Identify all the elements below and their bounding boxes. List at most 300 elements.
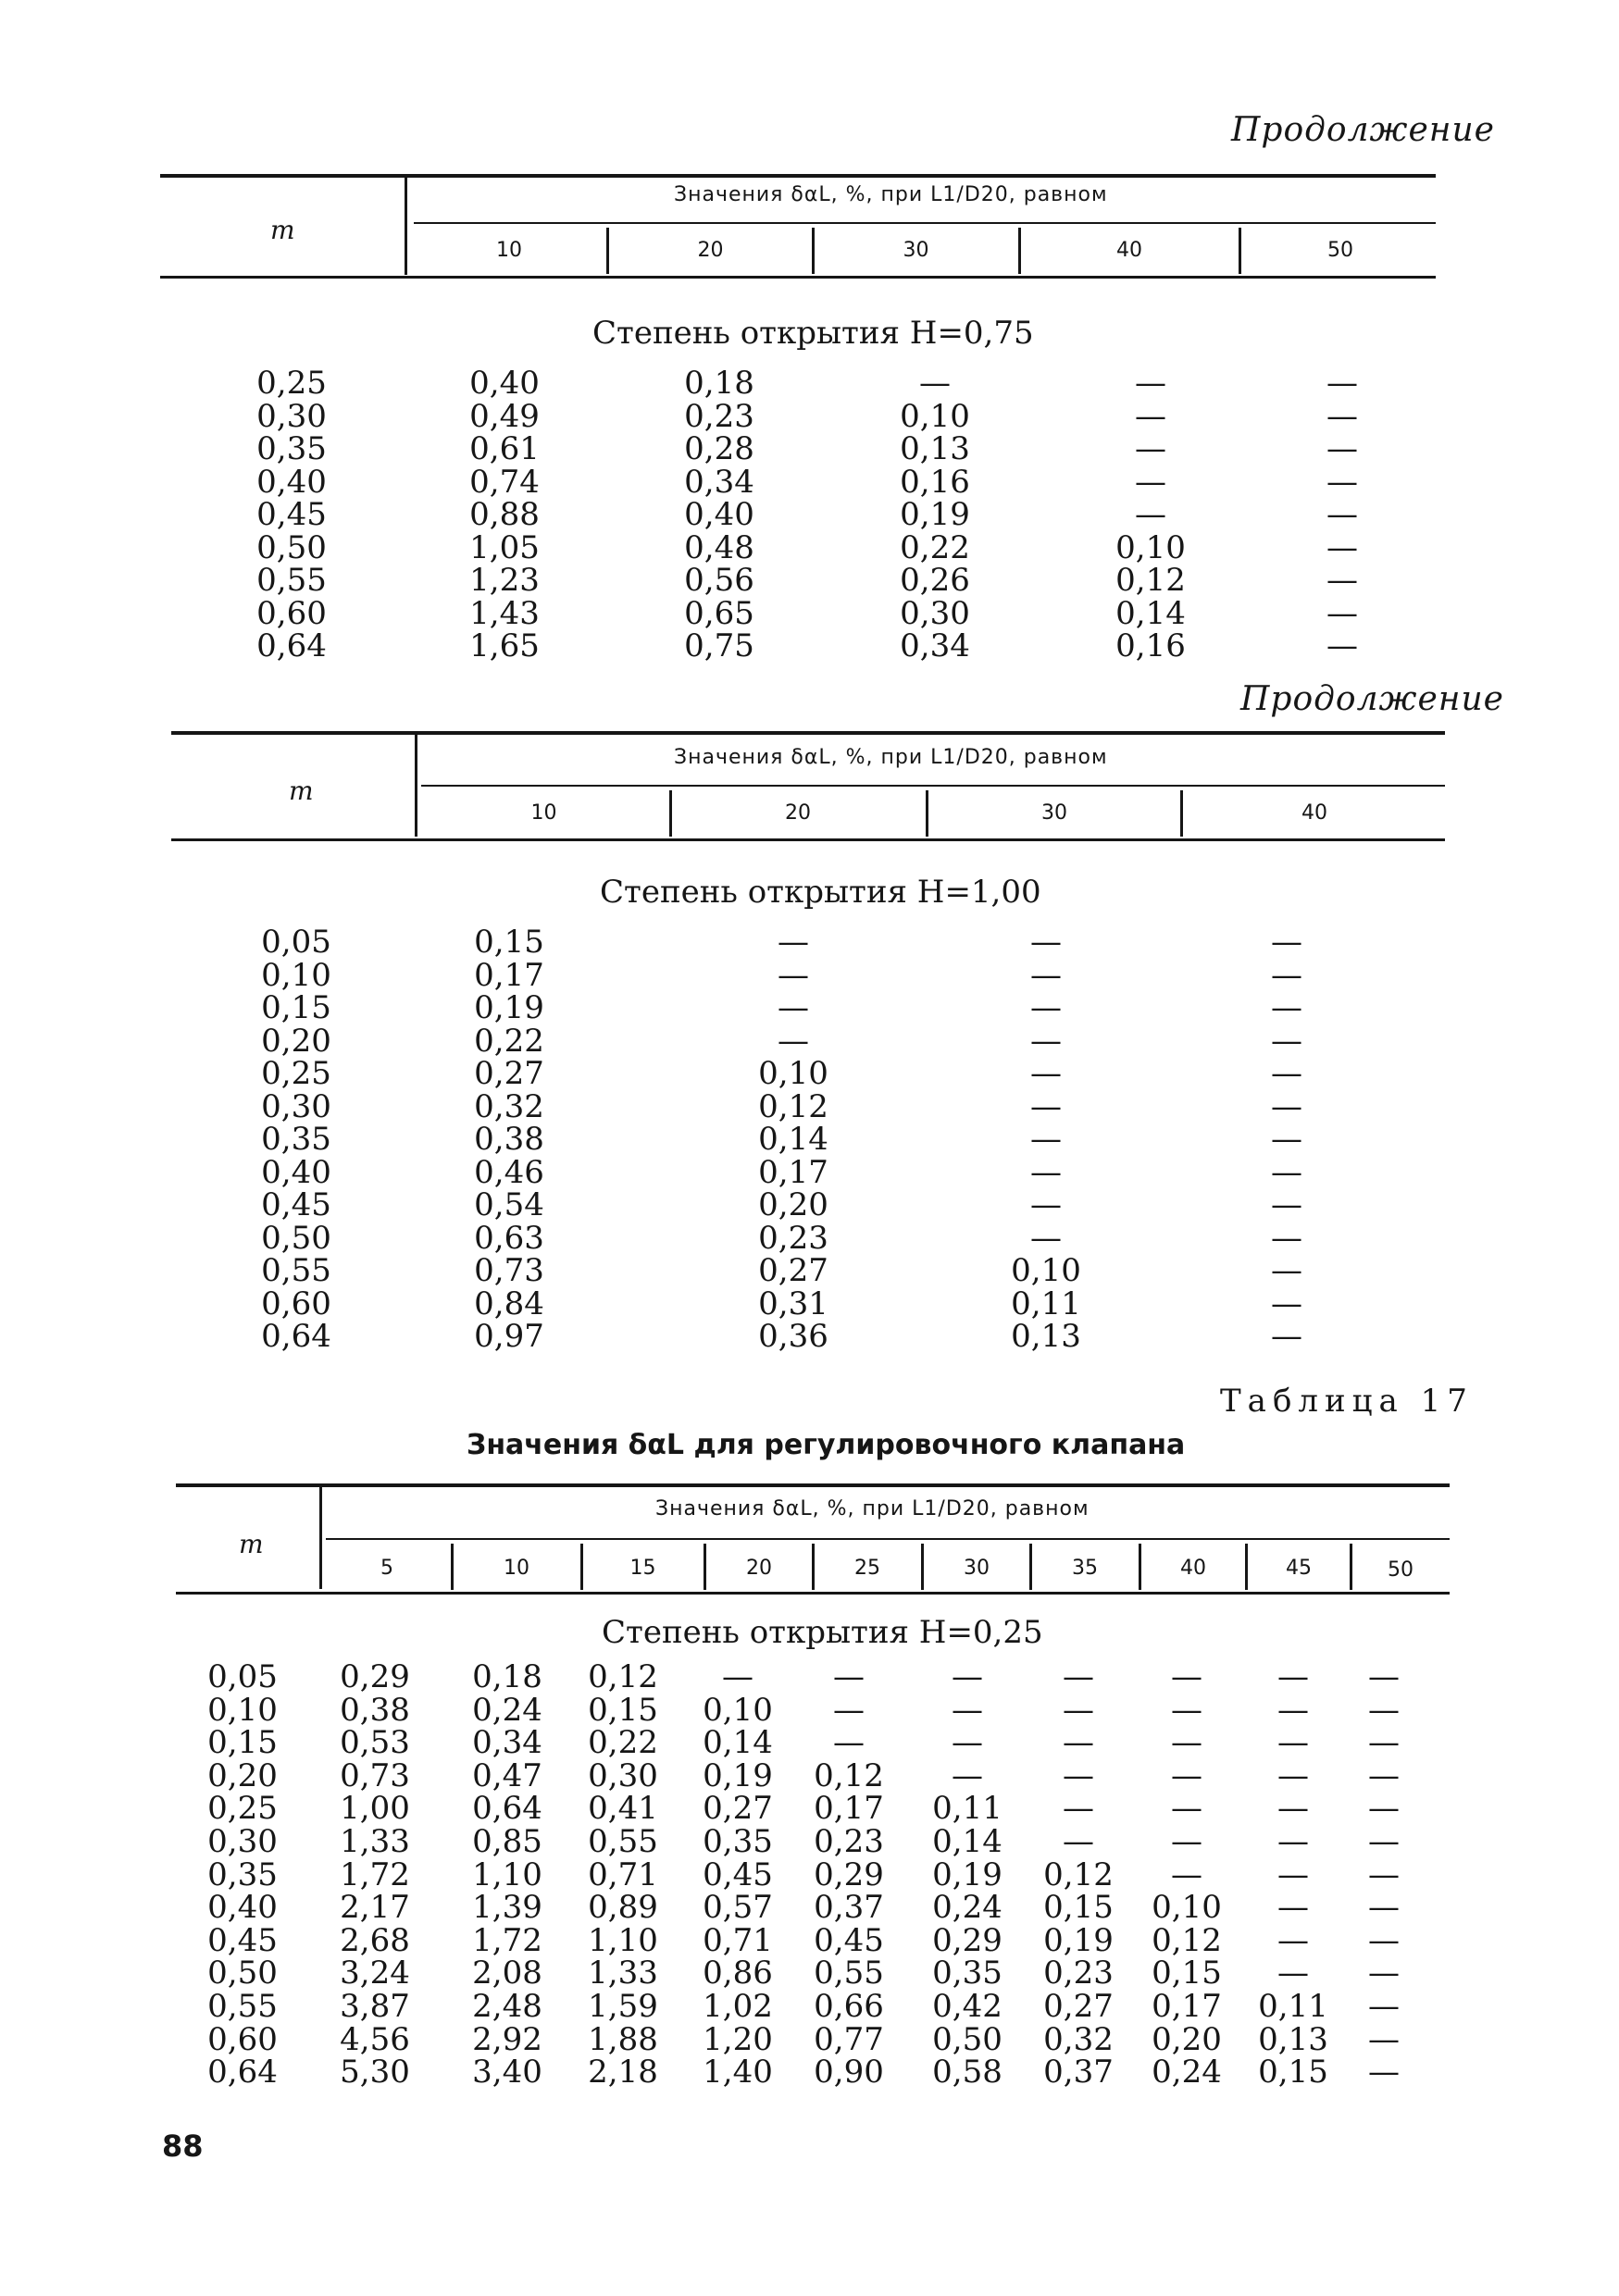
row-m-value: 0,40 <box>207 1889 278 1927</box>
table-row <box>0 1057 1619 1090</box>
table-cell: — <box>1030 1219 1062 1257</box>
table-cell: — <box>1063 1724 1094 1762</box>
table-cell: 0,19 <box>932 1855 1003 1893</box>
table-cell: — <box>778 924 809 961</box>
table-cell: 0,14 <box>758 1121 828 1158</box>
table-3-col-divider <box>704 1544 706 1590</box>
table-cell: 0,30 <box>588 1756 658 1794</box>
table-2-col-header: 40 <box>1301 801 1327 825</box>
table-1-body <box>0 366 1619 672</box>
table-cell: 0,86 <box>703 1955 773 1992</box>
table-cell: 1,39 <box>472 1889 542 1927</box>
table-cell: — <box>1063 1658 1094 1695</box>
table-cell: 0,18 <box>472 1658 542 1695</box>
table-cell: 2,92 <box>472 2020 542 2058</box>
table-2-col-header: 10 <box>530 801 557 825</box>
table-cell: — <box>1063 1790 1094 1828</box>
table-cell: 1,65 <box>469 627 540 664</box>
table-1-group-header: Значения δαL, %, при L1/D20, равном <box>674 183 1108 206</box>
table-cell: 0,40 <box>684 496 754 533</box>
table-cell: — <box>1171 1823 1202 1860</box>
table-cell: — <box>1030 1087 1062 1125</box>
table-cell: — <box>1326 627 1358 664</box>
table-cell: — <box>1277 1724 1309 1762</box>
table-cell: 4,56 <box>340 2020 410 2058</box>
table-row <box>0 1024 1619 1058</box>
table-2-col-divider <box>926 790 928 837</box>
table-cell: 0,23 <box>814 1823 884 1860</box>
table-cell: — <box>1030 1153 1062 1191</box>
table-cell: — <box>1135 463 1166 501</box>
table-cell: 5,30 <box>340 2054 410 2091</box>
table-1-col-header: 10 <box>496 239 522 262</box>
table-cell: 0,85 <box>472 1823 542 1860</box>
table-cell: — <box>1135 365 1166 402</box>
row-m-value: 0,50 <box>256 528 327 566</box>
table-cell: 0,57 <box>703 1889 773 1927</box>
table-cell: 0,58 <box>932 2054 1003 2091</box>
table-row <box>0 1756 1619 1794</box>
table-cell: — <box>1277 1756 1309 1794</box>
table-cell: — <box>833 1691 865 1729</box>
table-cell: 0,97 <box>474 1318 544 1355</box>
table-cell: — <box>1171 1724 1202 1762</box>
table-cell: 0,31 <box>758 1285 828 1322</box>
table-cell: 0,74 <box>469 463 540 501</box>
table-cell: 0,27 <box>1043 1988 1114 2025</box>
row-m-value: 0,10 <box>261 956 331 994</box>
table-row <box>0 498 1619 531</box>
table-2-m-divider <box>415 735 417 837</box>
table-2-body <box>0 925 1619 1360</box>
table-cell: 0,24 <box>1152 2054 1222 2091</box>
row-m-value: 0,25 <box>261 1055 331 1092</box>
table-3-col-header: 30 <box>964 1557 990 1580</box>
table-cell: 2,17 <box>340 1889 410 1927</box>
table-cell: 0,77 <box>814 2020 884 2058</box>
row-m-value: 0,05 <box>207 1658 278 1695</box>
table-cell: 0,73 <box>340 1756 410 1794</box>
table-3-col-divider <box>812 1544 815 1590</box>
table-row <box>0 1990 1619 2023</box>
table-cell: 0,56 <box>684 562 754 599</box>
table-2-col-header: 20 <box>785 801 811 825</box>
table-cell: 0,27 <box>474 1055 544 1092</box>
table-cell: 0,14 <box>932 1823 1003 1860</box>
table-cell: 0,34 <box>900 627 970 664</box>
table-row <box>0 528 1619 566</box>
table-row <box>0 1825 1619 1858</box>
table-cell: 0,53 <box>340 1724 410 1762</box>
table-cell: 0,11 <box>1258 1988 1328 2025</box>
row-m-value: 0,60 <box>207 2020 278 2058</box>
table-cell: 0,10 <box>900 397 970 435</box>
table-3-col-divider <box>921 1544 924 1590</box>
table-cell: 1,88 <box>588 2020 658 2058</box>
table-3-m-divider <box>319 1487 322 1589</box>
table-cell: 0,20 <box>1152 2020 1222 2058</box>
table-title: Значения δαL для регулировочного клапана <box>467 1429 1186 1461</box>
table-cell: — <box>1171 1790 1202 1828</box>
table-cell: — <box>952 1724 983 1762</box>
table-cell: — <box>1135 397 1166 435</box>
table-cell: — <box>1030 1186 1062 1223</box>
table-cell: 0,36 <box>758 1318 828 1355</box>
table-cell: 2,48 <box>472 1988 542 2025</box>
table-cell: — <box>1277 1955 1309 1992</box>
table-cell: — <box>1271 1055 1302 1092</box>
table-cell: — <box>1063 1823 1094 1860</box>
table-cell: 0,11 <box>1011 1285 1081 1322</box>
table-cell: 0,11 <box>932 1790 1003 1828</box>
table-cell: 0,17 <box>758 1153 828 1191</box>
table-cell: 0,61 <box>469 430 540 467</box>
table-cell: 0,15 <box>1043 1889 1114 1927</box>
row-m-value: 0,35 <box>207 1855 278 1893</box>
table-cell: 0,34 <box>472 1724 542 1762</box>
table-cell: — <box>778 1022 809 1060</box>
row-m-value: 0,50 <box>261 1219 331 1257</box>
table-cell: — <box>1271 1318 1302 1355</box>
table-cell: 1,02 <box>703 1988 773 2025</box>
table-cell: 0,65 <box>684 594 754 632</box>
table-cell: — <box>778 989 809 1026</box>
row-m-value: 0,60 <box>256 594 327 632</box>
table-cell: 0,37 <box>1043 2054 1114 2091</box>
table-cell: — <box>1277 1889 1309 1927</box>
table-row <box>0 1219 1619 1257</box>
table-3-group-header: Значения δαL, %, при L1/D20, равном <box>655 1497 1090 1520</box>
table-cell: — <box>1271 1087 1302 1125</box>
table-2-header-bottom-rule <box>171 838 1445 841</box>
table-row <box>0 1889 1619 1927</box>
table-3-col-header: 35 <box>1072 1557 1098 1580</box>
table-cell: 0,14 <box>703 1724 773 1762</box>
table-number: Таблица 17 <box>1220 1383 1474 1420</box>
table-1-col-divider <box>1239 228 1241 274</box>
table-cell: 2,18 <box>588 2054 658 2091</box>
table-cell: — <box>1277 1823 1309 1860</box>
table-row <box>0 1956 1619 1990</box>
table-row <box>0 465 1619 499</box>
table-cell: — <box>1277 1790 1309 1828</box>
table-3-top-rule <box>176 1483 1450 1487</box>
table-row <box>0 956 1619 994</box>
row-m-value: 0,40 <box>261 1153 331 1191</box>
table-cell: 0,40 <box>469 365 540 402</box>
table-1-m-divider <box>405 178 407 275</box>
row-m-value: 0,55 <box>261 1252 331 1289</box>
row-m-value: 0,64 <box>261 1318 331 1355</box>
table-3-col-divider <box>1139 1544 1141 1590</box>
row-m-value: 0,40 <box>256 463 327 501</box>
table-cell: 0,35 <box>932 1955 1003 1992</box>
table-cell: 0,55 <box>588 1823 658 1860</box>
table-1-col-divider <box>606 228 609 274</box>
table-cell: 0,17 <box>814 1790 884 1828</box>
table-cell: 0,64 <box>472 1790 542 1828</box>
table-cell: — <box>1326 430 1358 467</box>
table-cell: 0,34 <box>684 463 754 501</box>
table-2-group-rule <box>421 785 1445 787</box>
row-m-value: 0,15 <box>207 1724 278 1762</box>
table-cell: 0,23 <box>1043 1955 1114 1992</box>
table-row <box>0 1320 1619 1353</box>
table-row <box>0 594 1619 632</box>
table-row <box>0 2055 1619 2089</box>
table-cell: 0,32 <box>1043 2020 1114 2058</box>
table-2-group-header: Значения δαL, %, при L1/D20, равном <box>674 746 1108 769</box>
table-cell: 0,45 <box>814 1921 884 1959</box>
row-m-value: 0,25 <box>207 1790 278 1828</box>
table-1-group-rule <box>414 222 1436 224</box>
row-m-value: 0,64 <box>207 2054 278 2091</box>
table-3-col-header: 50 <box>1388 1558 1414 1582</box>
table-cell: 0,38 <box>474 1121 544 1158</box>
row-m-value: 0,30 <box>261 1087 331 1125</box>
row-m-value: 0,45 <box>207 1921 278 1959</box>
row-m-value: 0,30 <box>256 397 327 435</box>
row-m-value: 0,64 <box>256 627 327 664</box>
table-cell: — <box>1063 1691 1094 1729</box>
table-2-m-header: m <box>289 776 314 806</box>
row-m-value: 0,30 <box>207 1823 278 1860</box>
table-cell: 0,71 <box>588 1855 658 1893</box>
table-cell: 0,22 <box>588 1724 658 1762</box>
table-1-col-header: 30 <box>903 239 929 262</box>
table-cell: — <box>1368 2020 1400 2058</box>
table-cell: 0,90 <box>814 2054 884 2091</box>
table-cell: — <box>1326 562 1358 599</box>
table-cell: 0,22 <box>900 528 970 566</box>
table-cell: 3,40 <box>472 2054 542 2091</box>
table-cell: 0,27 <box>758 1252 828 1289</box>
table-cell: 0,22 <box>474 1022 544 1060</box>
table-cell: — <box>1271 989 1302 1026</box>
table-cell: 0,28 <box>684 430 754 467</box>
table-row <box>0 1921 1619 1959</box>
table-cell: 0,63 <box>474 1219 544 1257</box>
row-m-value: 0,15 <box>261 989 331 1026</box>
table-cell: 0,42 <box>932 1988 1003 2025</box>
table-cell: — <box>1271 924 1302 961</box>
table-cell: — <box>1277 1691 1309 1729</box>
table-2-col-header: 30 <box>1041 801 1067 825</box>
table-cell: 0,54 <box>474 1186 544 1223</box>
table-cell: 0,26 <box>900 562 970 599</box>
row-m-value: 0,20 <box>207 1756 278 1794</box>
table-row <box>0 366 1619 400</box>
row-m-value: 0,05 <box>261 924 331 961</box>
table-cell: 0,20 <box>758 1186 828 1223</box>
table-cell: 0,15 <box>588 1691 658 1729</box>
table-cell: — <box>952 1756 983 1794</box>
table-row <box>0 991 1619 1024</box>
table-cell: 0,47 <box>472 1756 542 1794</box>
table-1-col-header: 50 <box>1327 239 1353 262</box>
table-1-col-header: 40 <box>1116 239 1142 262</box>
table-cell: 1,40 <box>703 2054 773 2091</box>
row-m-value: 0,55 <box>256 562 327 599</box>
table-cell: 0,71 <box>703 1921 773 1959</box>
table-cell: 0,24 <box>472 1691 542 1729</box>
table-cell: — <box>1271 956 1302 994</box>
table-row <box>0 397 1619 435</box>
table-cell: — <box>1030 956 1062 994</box>
table-1-col-header: 20 <box>697 239 724 262</box>
table-row <box>0 1123 1619 1156</box>
table-row <box>0 1660 1619 1694</box>
table-cell: 1,10 <box>588 1921 658 1959</box>
table-cell: 2,08 <box>472 1955 542 1992</box>
table-cell: — <box>1277 1921 1309 1959</box>
table-cell: 0,41 <box>588 1790 658 1828</box>
table-cell: — <box>1135 496 1166 533</box>
table-3-col-divider <box>451 1544 454 1590</box>
table-cell: — <box>1030 989 1062 1026</box>
table-3-col-header: 25 <box>854 1557 880 1580</box>
table-3-col-divider <box>1350 1544 1352 1590</box>
table-cell: 0,46 <box>474 1153 544 1191</box>
table-1-top-rule <box>160 174 1436 178</box>
table-cell: — <box>1368 1921 1400 1959</box>
table-cell: — <box>1171 1658 1202 1695</box>
table-3-col-divider <box>1245 1544 1248 1590</box>
table-cell: — <box>1171 1855 1202 1893</box>
table-3-body <box>0 1660 1619 2095</box>
table-cell: 0,15 <box>1152 1955 1222 1992</box>
table-3-m-header: m <box>239 1529 264 1559</box>
table-cell: 2,68 <box>340 1921 410 1959</box>
table-cell: — <box>1368 1691 1400 1729</box>
table-cell: — <box>1277 1658 1309 1695</box>
table-1-header-bottom-rule <box>160 276 1436 279</box>
table-row <box>0 629 1619 663</box>
table-cell: 0,10 <box>1152 1889 1222 1927</box>
table-row <box>0 1153 1619 1191</box>
table-cell: 0,13 <box>900 430 970 467</box>
table-cell: — <box>1271 1121 1302 1158</box>
table-cell: 1,72 <box>340 1855 410 1893</box>
table-cell: 0,10 <box>703 1691 773 1729</box>
table-row <box>0 564 1619 597</box>
table-cell: — <box>1368 1724 1400 1762</box>
table-2-section-label: Степень открытия H=1,00 <box>600 874 1041 911</box>
table-cell: — <box>1368 1988 1400 2025</box>
table-cell: 0,50 <box>932 2020 1003 2058</box>
table-cell: — <box>919 365 951 402</box>
table-cell: 0,10 <box>1115 528 1186 566</box>
table-3-col-header: 40 <box>1180 1557 1206 1580</box>
table-cell: — <box>778 956 809 994</box>
table-cell: 0,24 <box>932 1889 1003 1927</box>
table-cell: — <box>1171 1756 1202 1794</box>
table-cell: 0,10 <box>1011 1252 1081 1289</box>
table-cell: 0,29 <box>340 1658 410 1695</box>
row-m-value: 0,10 <box>207 1691 278 1729</box>
table-cell: — <box>1326 463 1358 501</box>
table-cell: 0,12 <box>1043 1855 1114 1893</box>
table-cell: — <box>722 1658 753 1695</box>
table-3-group-rule <box>326 1538 1450 1540</box>
table-cell: 1,00 <box>340 1790 410 1828</box>
table-cell: 1,43 <box>469 594 540 632</box>
table-cell: 0,89 <box>588 1889 658 1927</box>
table-cell: 0,29 <box>932 1921 1003 1959</box>
table-row <box>0 1188 1619 1222</box>
table-cell: 0,29 <box>814 1855 884 1893</box>
table-3-col-header: 5 <box>380 1557 393 1580</box>
table-cell: — <box>1326 594 1358 632</box>
table-cell: — <box>1368 1790 1400 1828</box>
table-cell: — <box>1326 528 1358 566</box>
table-cell: — <box>1368 1889 1400 1927</box>
table-3-header-bottom-rule <box>176 1592 1450 1595</box>
table-3-col-divider <box>1029 1544 1032 1590</box>
table-cell: 0,12 <box>1115 562 1186 599</box>
table-cell: — <box>1063 1756 1094 1794</box>
table-cell: — <box>1135 430 1166 467</box>
table-cell: — <box>1368 1658 1400 1695</box>
table-cell: 0,15 <box>474 924 544 961</box>
table-cell: — <box>1030 924 1062 961</box>
table-cell: — <box>1030 1055 1062 1092</box>
table-row <box>0 1790 1619 1828</box>
table-3-col-divider <box>580 1544 583 1590</box>
row-m-value: 0,50 <box>207 1955 278 1992</box>
table-cell: 0,23 <box>684 397 754 435</box>
row-m-value: 0,45 <box>261 1186 331 1223</box>
table-cell: — <box>1326 365 1358 402</box>
continuation-label-2: Продолжение <box>1240 680 1504 718</box>
table-cell: 0,16 <box>900 463 970 501</box>
table-cell: 0,12 <box>814 1756 884 1794</box>
row-m-value: 0,60 <box>261 1285 331 1322</box>
table-cell: — <box>833 1724 865 1762</box>
row-m-value: 0,35 <box>261 1121 331 1158</box>
table-cell: — <box>1271 1153 1302 1191</box>
table-row <box>0 925 1619 959</box>
table-cell: — <box>1368 1955 1400 1992</box>
table-cell: — <box>1271 1219 1302 1257</box>
table-3-col-header: 10 <box>504 1557 529 1580</box>
table-3-section-label: Степень открытия H=0,25 <box>602 1614 1043 1651</box>
table-1-m-header: m <box>270 215 295 245</box>
table-row <box>0 2020 1619 2058</box>
table-cell: 0,19 <box>703 1756 773 1794</box>
table-cell: 0,19 <box>900 496 970 533</box>
table-cell: 0,13 <box>1011 1318 1081 1355</box>
table-cell: 0,17 <box>1152 1988 1222 2025</box>
table-row <box>0 1287 1619 1321</box>
table-cell: 1,20 <box>703 2020 773 2058</box>
table-cell: 0,18 <box>684 365 754 402</box>
table-2-col-divider <box>1180 790 1183 837</box>
table-2-col-divider <box>669 790 672 837</box>
row-m-value: 0,35 <box>256 430 327 467</box>
table-cell: — <box>952 1658 983 1695</box>
table-3-col-header: 15 <box>629 1557 656 1580</box>
table-cell: — <box>1030 1022 1062 1060</box>
table-cell: 0,75 <box>684 627 754 664</box>
table-cell: — <box>952 1691 983 1729</box>
table-cell: 0,27 <box>703 1790 773 1828</box>
table-cell: — <box>1277 1855 1309 1893</box>
table-row <box>0 1087 1619 1125</box>
continuation-label-1: Продолжение <box>1231 111 1495 149</box>
table-cell: 0,49 <box>469 397 540 435</box>
table-cell: 1,10 <box>472 1855 542 1893</box>
